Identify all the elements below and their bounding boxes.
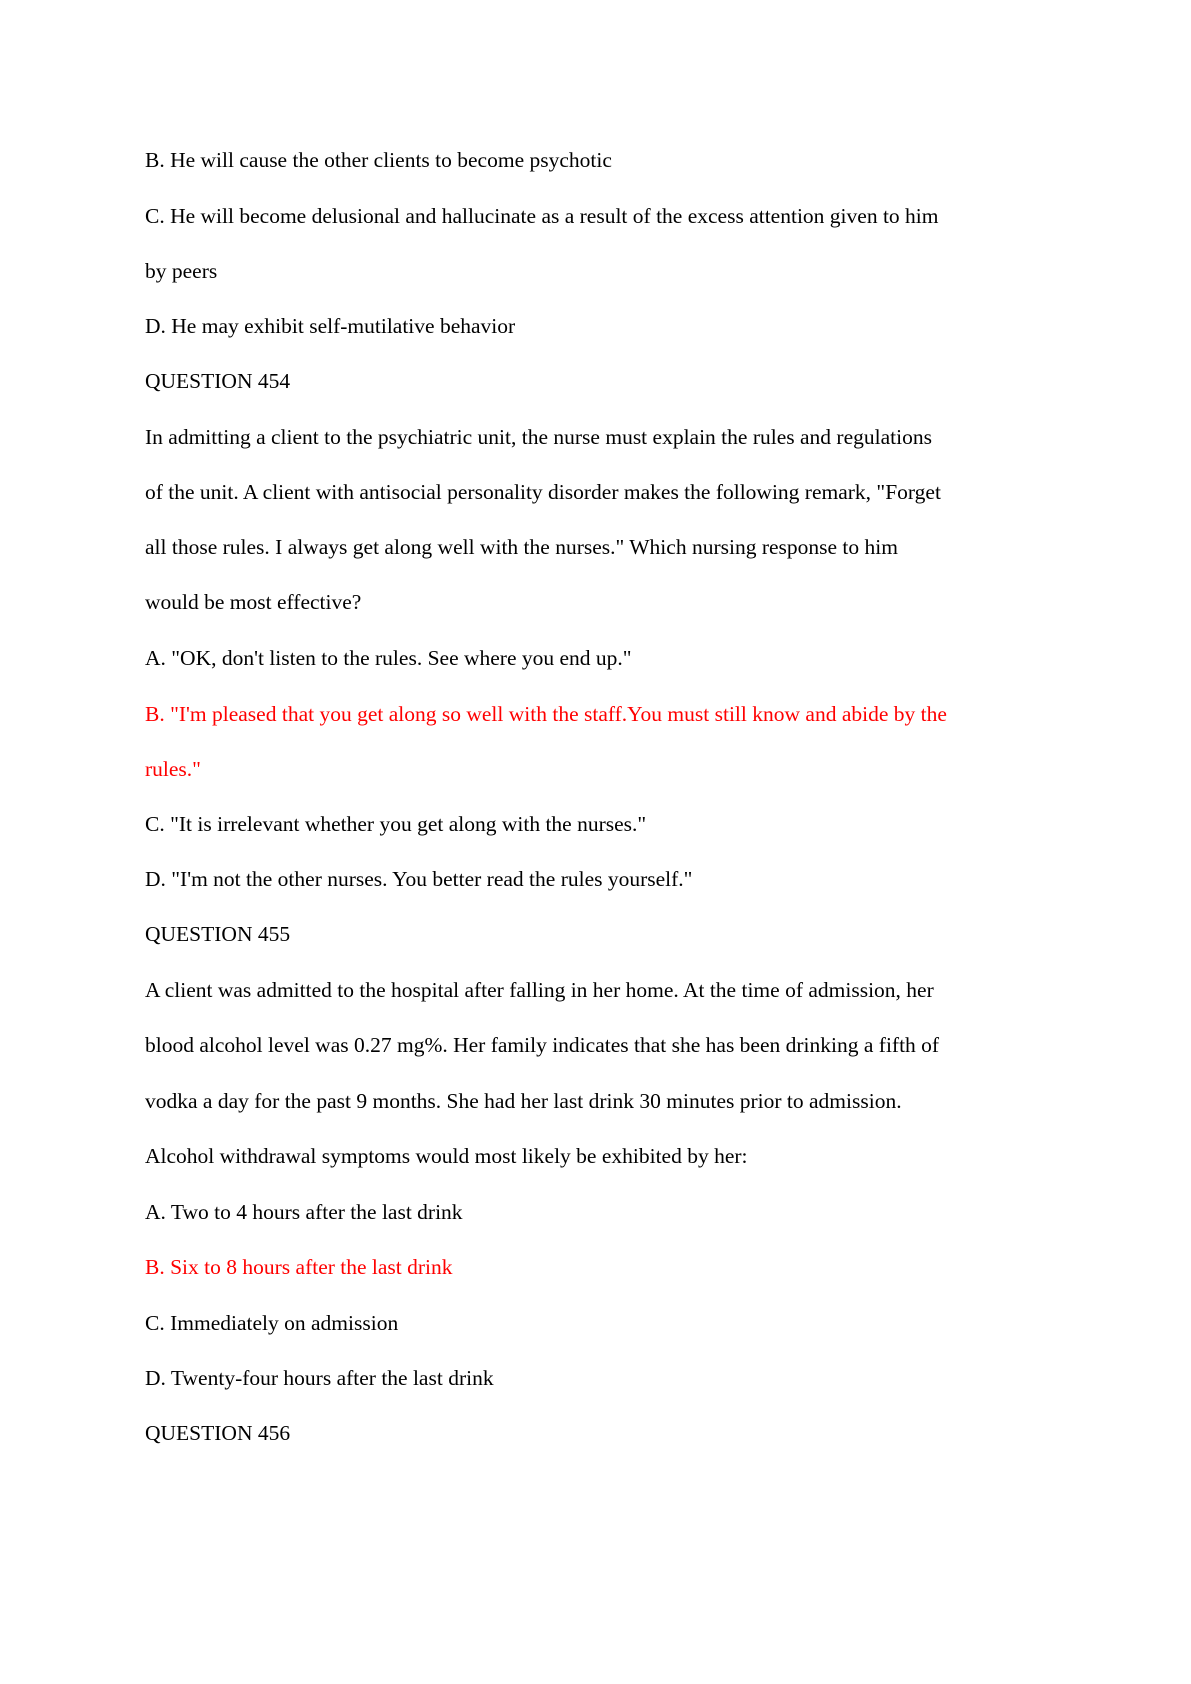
question-455-stem-line4: Alcohol withdrawal symptoms would most likely be exhibited by her: [145, 1144, 748, 1168]
question-455-stem-line2: blood alcohol level was 0.27 mg%. Her family indicates that she has been drinking a fifth of [145, 1033, 940, 1057]
question-456-heading: QUESTION 456 [145, 1421, 291, 1445]
question-455-option-d: D. Twenty-four hours after the last drink [145, 1366, 494, 1390]
question-454-stem-line4: would be most effective? [145, 590, 362, 614]
prev-option-b: B. He will cause the other clients to become psychotic [145, 148, 612, 172]
prev-option-d: D. He may exhibit self-mutilative behavior [145, 314, 516, 338]
question-454-option-c: C. "It is irrelevant whether you get along with the nurses." [145, 812, 647, 836]
prev-option-c-line1: C. He will become delusional and hallucinate as a result of the excess attention given to him [145, 204, 939, 228]
prev-option-c-line2: by peers [145, 259, 218, 283]
question-454-option-b-correct-line1: B. "I'm pleased that you get along so well with the staff.You must still know and abide by the [145, 702, 947, 726]
question-455-stem-line3: vodka a day for the past 9 months. She had her last drink 30 minutes prior to admission. [145, 1089, 902, 1113]
question-454-option-b-correct-line2: rules." [145, 757, 201, 781]
question-455-stem-line1: A client was admitted to the hospital after falling in her home. At the time of admission, her [145, 978, 934, 1002]
question-454-stem-line3: all those rules. I always get along well with the nurses." Which nursing response to him [145, 535, 898, 559]
question-455-heading: QUESTION 455 [145, 922, 291, 946]
question-454-stem-line1: In admitting a client to the psychiatric unit, the nurse must explain the rules and regulations [145, 425, 932, 449]
question-455-option-a: A. Two to 4 hours after the last drink [145, 1200, 463, 1224]
question-454-stem-line2: of the unit. A client with antisocial personality disorder makes the following remark, "Forget [145, 480, 941, 504]
question-455-option-b-correct: B. Six to 8 hours after the last drink [145, 1255, 453, 1279]
question-455-option-c: C. Immediately on admission [145, 1311, 399, 1335]
question-454-option-a: A. "OK, don't listen to the rules. See where you end up." [145, 646, 632, 670]
question-454-heading: QUESTION 454 [145, 369, 291, 393]
question-454-option-d: D. "I'm not the other nurses. You better read the rules yourself." [145, 867, 693, 891]
